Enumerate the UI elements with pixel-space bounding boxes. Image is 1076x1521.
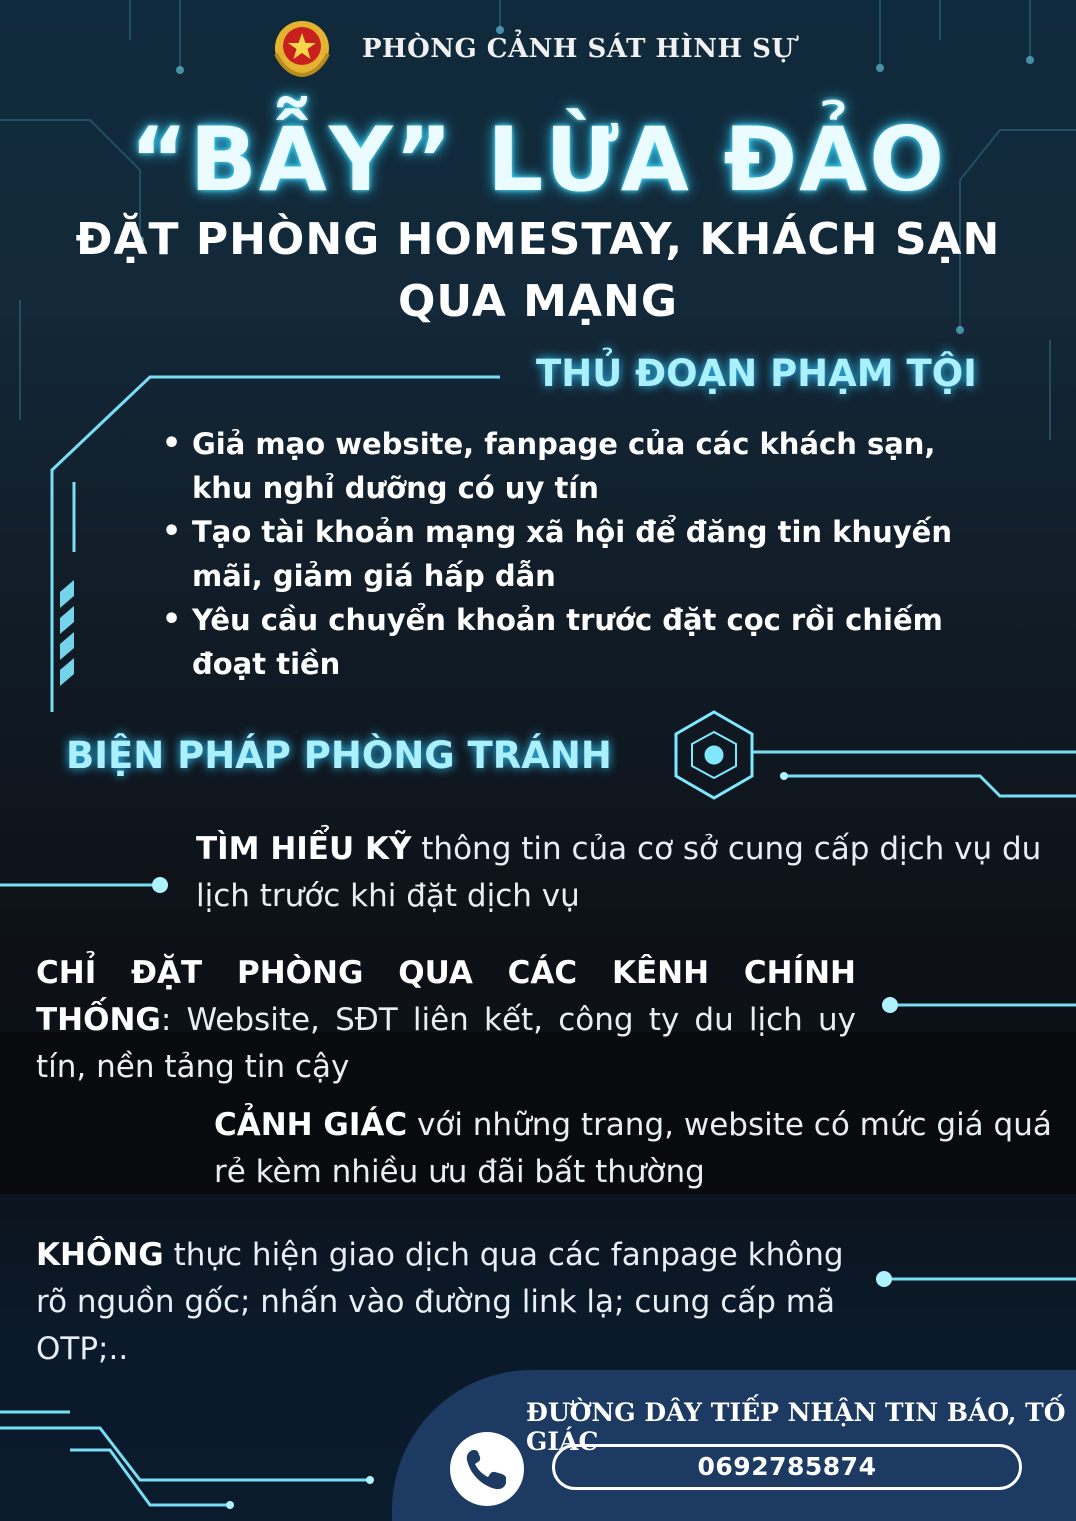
modus-heading: THỦ ĐOẠN PHẠM TỘI <box>536 352 977 395</box>
prevention-item-keyword: KHÔNG <box>36 1237 164 1273</box>
prevention-item-text: thông tin của cơ sở cung cấp dịch vụ du lịch trước khi đặt dịch vụ <box>196 831 1042 914</box>
hotline-phone-number[interactable]: 0692785874 <box>552 1444 1022 1490</box>
hexagon-icon <box>676 712 752 798</box>
phone-icon <box>450 1432 524 1506</box>
prevention-item-do-not <box>36 1232 866 1373</box>
modus-list <box>160 422 990 686</box>
list-item: • Tạo tài khoản mạng xã hội để đăng tin khuyến mãi, giảm giá hấp dẫn <box>160 510 990 598</box>
prevention-item-keyword: CHỈ ĐẶT PHÒNG QUA CÁC KÊNH CHÍNH THỐNG <box>36 955 856 1038</box>
prevention-item-official-channels <box>36 950 856 1091</box>
main-title: “BẪY” LỪA ĐẢO <box>129 108 947 211</box>
prevention-item-research <box>196 826 1056 920</box>
prevention-item-keyword: TÌM HIỂU KỸ <box>196 831 412 867</box>
list-item: • Giả mạo website, fanpage của các khách sạn, khu nghỉ dưỡng có uy tín <box>160 422 990 510</box>
prevention-item-text: với những trang, website có mức giá quá rẻ kèm nhiều ưu đãi bất thường <box>214 1107 1052 1190</box>
prevention-item-keyword: CẢNH GIÁC <box>214 1107 408 1143</box>
subtitle-line-2: QUA MẠNG <box>398 276 678 327</box>
hotline-label: ĐƯỜNG DÂY TIẾP NHẬN TIN BÁO, TỐ GIÁC <box>526 1398 1066 1456</box>
header <box>0 18 1076 78</box>
prevention-heading: BIỆN PHÁP PHÒNG TRÁNH <box>66 734 612 777</box>
prevention-item-text: thực hiện giao dịch qua các fanpage không rõ nguồn gốc; nhấn vào đường link lạ; cung cấp mã OTP;.. <box>36 1237 844 1367</box>
list-item: • Yêu cầu chuyển khoản trước đặt cọc rồi chiếm đoạt tiền <box>160 598 990 686</box>
agency-name: PHÒNG CẢNH SÁT HÌNH SỰ <box>362 34 795 64</box>
subtitle-line-1: ĐẶT PHÒNG HOMESTAY, KHÁCH SẠN <box>75 214 1001 265</box>
prevention-item-text: : Website, SĐT liên kết, công ty du lịch uy tín, nền tảng tin cậy <box>36 1002 856 1085</box>
prevention-item-caution <box>214 1102 1054 1196</box>
phone-icon-badge <box>450 1432 524 1506</box>
police-emblem-icon <box>266 18 338 78</box>
